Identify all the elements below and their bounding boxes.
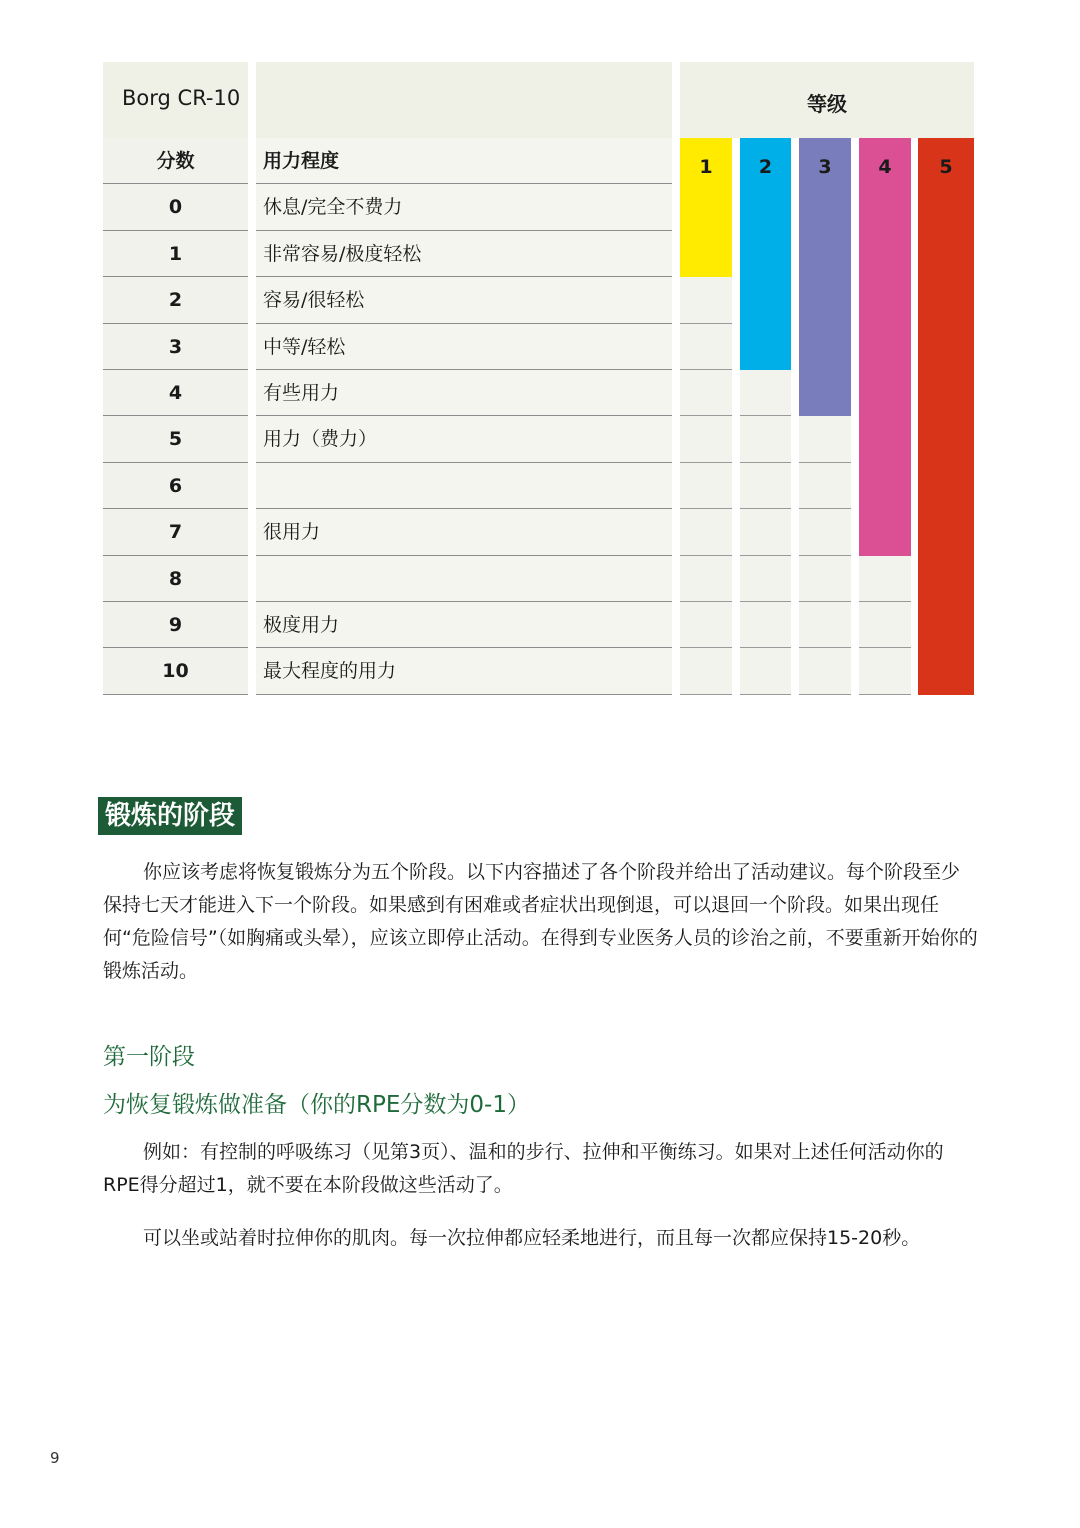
score-value: 0 <box>168 196 183 219</box>
table-row-score <box>103 231 248 277</box>
grade-number-1: 1 <box>699 156 713 178</box>
section-title: 锻炼的阶段 <box>98 797 242 835</box>
grade-column-2 <box>740 138 791 694</box>
grade-grid-line <box>740 555 791 556</box>
score-value: 7 <box>168 521 183 544</box>
effort-value: 休息/完全不费力 <box>263 196 403 219</box>
effort-value: 容易/很轻松 <box>263 289 365 312</box>
grade-grid-line <box>740 694 791 695</box>
grade-grid-line <box>859 601 911 602</box>
grade-bar-4 <box>859 138 911 556</box>
grade-grid-line <box>680 647 732 648</box>
effort-value: 用力（费力） <box>263 428 378 451</box>
grade-grid-line <box>799 462 851 463</box>
grade-grid-line <box>740 415 791 416</box>
table-row-effort <box>256 370 672 416</box>
table-row-effort <box>256 184 672 230</box>
grade-number-4: 4 <box>878 156 892 178</box>
table-row-effort <box>256 602 672 648</box>
grade-grid-line <box>680 462 732 463</box>
grade-column-4 <box>859 138 911 694</box>
table-row-effort <box>256 416 672 462</box>
effort-value: 极度用力 <box>263 614 340 636</box>
table-row-score <box>103 602 248 648</box>
table-row-score <box>103 416 248 462</box>
table-row-score <box>103 648 248 694</box>
table-row-effort <box>256 463 672 509</box>
header-blank-cell <box>256 62 672 138</box>
grade-grid-line <box>799 555 851 556</box>
grade-grid-line <box>680 508 732 509</box>
effort-value: 很用力 <box>263 521 321 544</box>
grade-grid-line <box>740 462 791 463</box>
borg-label-cell <box>103 62 248 138</box>
table-row-effort <box>256 277 672 323</box>
score-value: 3 <box>168 335 183 358</box>
grade-column-5 <box>918 138 974 694</box>
effort-value: 最大程度的用力 <box>263 660 397 683</box>
score-value: 6 <box>168 474 183 497</box>
score-value: 1 <box>168 242 183 265</box>
grade-grid-line <box>859 647 911 648</box>
effort-value: 有些用力 <box>263 382 340 404</box>
grade-grid-line <box>680 694 732 695</box>
grade-grid-line <box>799 508 851 509</box>
grade-header-cell <box>680 62 974 138</box>
grade-number-2: 2 <box>758 156 773 178</box>
score-header: 分数 <box>156 150 195 172</box>
stage1-paragraph-1: 例如：有控制的呼吸练习（见第3页）、温和的步行、拉伸和平衡练习。如果对上述任何活动你的RPE得分超过1，就不要在本阶段做这些活动了。 <box>103 1141 944 1196</box>
effort-value: 中等/轻松 <box>263 335 346 358</box>
grade-grid-line <box>680 369 732 370</box>
grade-grid-line <box>740 647 791 648</box>
stage1-subtitle: 为恢复锻炼做准备（你的RPE分数为0-1） <box>103 1092 530 1118</box>
table-row-effort <box>256 648 672 694</box>
grade-number-5: 5 <box>939 156 953 178</box>
stage1-paragraph-2: 可以坐或站着时拉伸你的肌肉。每一次拉伸都应轻柔地进行，而且每一次都应保持15-20秒。 <box>143 1227 921 1249</box>
grade-bar-5 <box>918 138 974 695</box>
grade-grid-line <box>799 647 851 648</box>
table-row-score <box>103 463 248 509</box>
grade-grid-line <box>680 323 732 324</box>
grade-grid-line <box>799 694 851 695</box>
grade-grid-line <box>740 601 791 602</box>
stage1-title: 第一阶段 <box>103 1044 195 1070</box>
table-row-score <box>103 556 248 602</box>
table-row-score <box>103 277 248 323</box>
table-row-score <box>103 370 248 416</box>
score-value: 4 <box>168 382 183 404</box>
grade-grid-line <box>740 508 791 509</box>
grade-grid-line <box>680 555 732 556</box>
grade-grid-line <box>680 415 732 416</box>
score-value: 5 <box>168 428 183 451</box>
table-row-score <box>103 509 248 555</box>
page-number: 9 <box>50 1449 60 1467</box>
effort-value: 非常容易/极度轻松 <box>263 242 422 265</box>
score-value: 10 <box>162 660 189 683</box>
table-row-effort <box>256 556 672 602</box>
table-row-effort <box>256 231 672 277</box>
grade-grid-line <box>680 601 732 602</box>
table-row-score <box>103 184 248 230</box>
score-value: 9 <box>168 614 183 636</box>
score-value: 2 <box>168 289 183 312</box>
score-header-cell <box>103 138 248 184</box>
grade-column-1 <box>680 138 732 694</box>
grade-number-3: 3 <box>818 156 832 178</box>
score-value: 8 <box>168 567 183 590</box>
table-row-effort <box>256 324 672 370</box>
effort-header: 用力程度 <box>263 150 340 172</box>
grade-grid-line <box>799 601 851 602</box>
grade-label: 等级 <box>807 92 847 116</box>
effort-header-cell <box>256 138 672 184</box>
grade-bar-3 <box>799 138 851 416</box>
intro-paragraph: 你应该考虑将恢复锻炼分为五个阶段。以下内容描述了各个阶段并给出了活动建议。每个阶段至少保持七天才能进入下一个阶段。如果感到有困难或者症状出现倒退，可以退回一个阶段。如果出现任何“危险信号”（如胸痛或头晕），应该立即停止活动。在得到专业医务人员的诊治之前，不要重新开始你的锻炼活动。 <box>103 861 978 982</box>
borg-label: Borg CR-10 <box>122 86 241 110</box>
grade-column-3 <box>799 138 851 694</box>
grade-grid-line <box>859 694 911 695</box>
table-row-effort <box>256 509 672 555</box>
table-row-score <box>103 324 248 370</box>
